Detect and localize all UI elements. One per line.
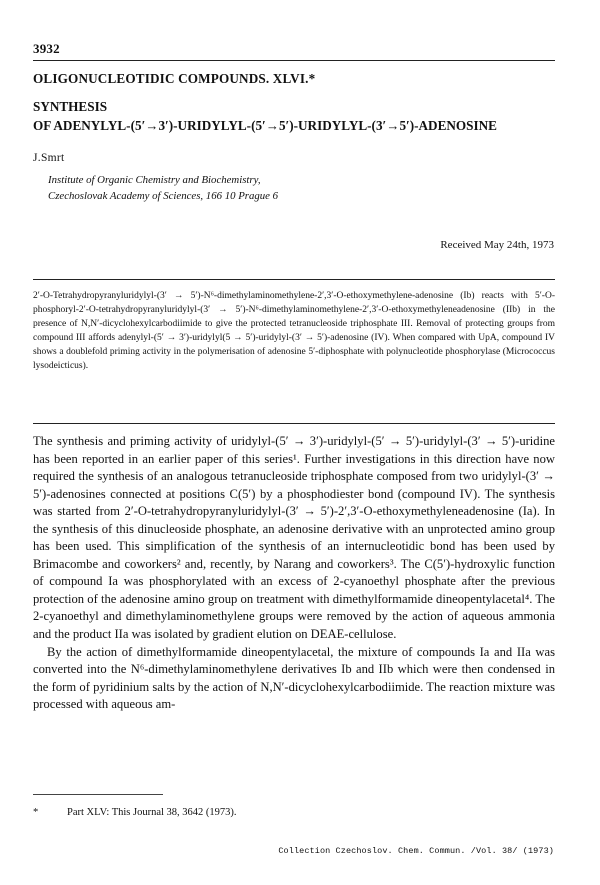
body-paragraph: The synthesis and priming activity of uridylyl-(5′ → 3′)-uridylyl-(5′ → 5′)-uridylyl-(3′ → 5′)-uridine has been reported in an earlier paper of this series¹. Further investigations in this direction have now required the synthesis of an analogous tetranucleoside triphosphate composed from two uridylyl-(3′ → 5′)-adenosines connected at positions C(5′) by a phosphodiester bond (compound IV). The synthesis was started from 2′-O-tetrahydropyranyluridylyl-(3′ → 5′)-2′,3′-O-ethoxymethyleneadenosine (Ia). In the synthesis of this dinucleoside phosphate, an adenosine derivative with an unprotected amino group has been used. This simplification of the synthesis of an internucleotidic bond has been used by Brimacombe and coworkers² and, recently, by Narang and coworkers³. The C(5′)-hydroxylic function of compound Ia was phosphorylated with an excess of 2-cyanoethyl phosphate after the previous protection of the adenosine amino group on treatment with dimethylformamide dineopentylacetal⁴. The 2-cyanoethyl and dimethylaminomethylene groups were removed by the action of aqueous ammonia and the product IIa was isolated by gradient elution on DEAE-cellulose.: [33, 434, 555, 642]
abstract-bottom-rule: [33, 423, 555, 424]
body-text: [33, 433, 555, 714]
affiliation-line-2: Czechoslovak Academy of Sciences, 166 10 Prague 6: [48, 189, 279, 202]
footnote-text: Part XLV: This Journal 38, 3642 (1973).: [67, 807, 237, 818]
abstract-top-rule: [33, 279, 555, 280]
footnote-marker: *: [33, 807, 39, 818]
body-paragraph: By the action of dimethylformamide dineopentylacetal, the mixture of compounds Ia and IIa was converted into the N⁶-dimethylaminomethylene derivatives Ib and IIb which were then condensed in the form of pyridinium salts by the action of N,N′-dicyclohexylcarbodiimide. The reaction mixture was processed with aqueous am-: [33, 644, 555, 712]
author-name: J.Smrt: [33, 152, 65, 164]
received-date: Received May 24th, 1973: [440, 239, 554, 251]
article-subtitle: [33, 97, 497, 135]
affiliation: [48, 173, 278, 204]
subtitle-line-2: OF ADENYLYL-(5′→3′)-URIDYLYL-(5′→5′)-URIDYLYL-(3′→5′)-ADENOSINE: [33, 118, 497, 133]
journal-footer: Collection Czechoslov. Chem. Commun. /Vol. 38/ (1973): [278, 846, 554, 856]
affiliation-line-1: Institute of Organic Chemistry and Biochemistry,: [48, 174, 261, 186]
footnote: [33, 807, 237, 818]
page-number: 3932: [33, 41, 60, 56]
footnote-rule: [33, 794, 163, 795]
subtitle-line-1: SYNTHESIS: [33, 99, 108, 114]
header-rule: [33, 60, 555, 61]
abstract: 2′-O-Tetrahydropyranyluridylyl-(3′ → 5′)-N⁶-dimethylaminomethylene-2′,3′-O-ethoxymethylene-adenosine (Ib) reacts with 5′-O-phosphoryl-2′-O-tetrahydropyranyluridylyl-(3′ → 5′)-N⁶-dimethylaminomethylene-2′,3′-O-ethoxymethyleneadenosine (IIb) in the presence of N,N′-dicyclohexylcarbodiimide to give the protected tetranucleoside triphosphate III. Removal of protecting groups from compound III affords adenylyl-(5′ → 3′)-uridylyl(5 → 5′)-uridylyl-(3′ → 5′)-adenosine (IV). When compared with UpA, compound IV shows a doublefold priming activity in the polymerisation of adenosine 5′-diphosphate with polynucleotide phosphorylase (Micrococcus lysodeicticus).: [33, 291, 555, 371]
article-title: OLIGONUCLEOTIDIC COMPOUNDS. XLVI.*: [33, 71, 316, 86]
